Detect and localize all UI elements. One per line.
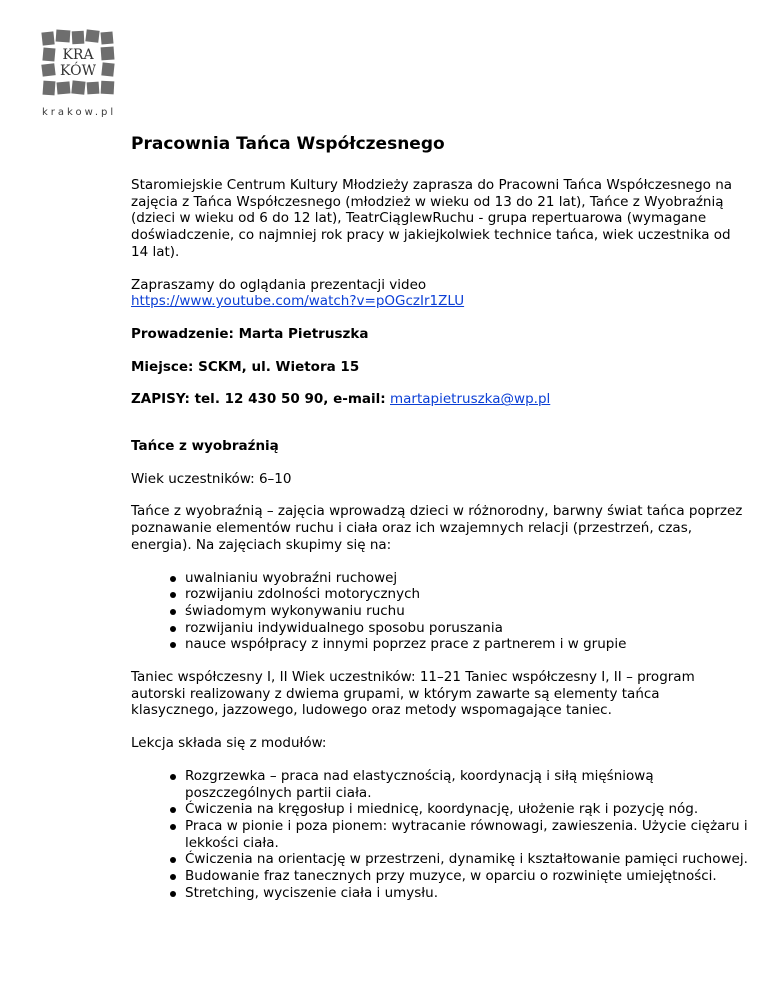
video-link[interactable]: https://www.youtube.com/watch?v=pOGczIr1ZLU [131,293,465,310]
logo-url: krakow.pl [42,107,117,118]
list-item: Ćwiczenia na orientację w przestrzeni, dynamikę i kształtowanie pamięci ruchowej. [185,851,751,868]
list-item: Budowanie fraz tanecznych przy muzyce, w oparciu o rozwinięte umiejętności. [185,868,751,885]
svg-text:KÓW: KÓW [60,63,96,79]
document-body [131,133,751,918]
section1-age: Wiek uczestników: 6–10 [131,470,292,487]
svg-text:KRA: KRA [62,47,94,63]
list-item: Ćwiczenia na kręgosłup i miednicę, koordynację, ułożenie rąk i pozycję nóg. [185,801,751,818]
video-text: Zapraszamy do oglądania prezentacji video [131,276,427,293]
signup-label: ZAPISY: tel. 12 430 50 90, e-mail: [131,391,386,408]
intro-paragraph: Staromiejskie Centrum Kultury Młodzieży zaprasza do Pracowni Tańca Współczesnego na zajęcia z Tańca Współczesnego (młodzież w wieku od 13 do 21 lat), Tańce z Wyobraźnią (dzieci w wieku od 6 do 12 lat), TeatrCiąglewRuchu - grupa repertuarowa (wymagane doświadczenie, co najmniej rok pracy w jakiejkolwiek technice tańca, wiek uczestnika od 14 lat). [131,177,733,260]
section1-heading: Tańce z wyobraźnią [131,438,279,455]
list-item: nauce współpracy z innymi poprzez prace z partnerem i w grupie [185,636,751,653]
list-item: świadomym wykonywaniu ruchu [185,603,751,620]
signup-email-link[interactable]: martapietruszka@wp.pl [390,391,551,408]
instructor-line: Prowadzenie: Marta Pietruszka [131,325,369,342]
lesson-intro: Lekcja składa się z modułów: [131,735,327,752]
section2-list [131,768,751,902]
video-paragraph [131,277,751,310]
list-item: rozwijaniu indywidualnego sposobu poruszania [185,620,751,637]
place-line: Miejsce: SCKM, ul. Wietora 15 [131,358,360,375]
list-item: Praca w pionie i poza pionem: wytracanie równowagi, zawieszenia. Użycie ciężaru i lekkości ciała. [185,818,751,851]
section1-list [131,570,751,654]
page-title: Pracownia Tańca Współczesnego [131,134,445,154]
list-item: rozwijaniu zdolności motorycznych [185,586,751,603]
list-item: Rozgrzewka – praca nad elastycznością, koordynacją i siłą mięśniową poszczególnych partii ciała. [185,768,751,801]
list-item: uwalnianiu wyobraźni ruchowej [185,570,751,587]
list-item: Stretching, wyciszenie ciała i umysłu. [185,885,751,902]
section1-description: Tańce z wyobraźnią – zajęcia wprowadzą dzieci w różnorodny, barwny świat tańca poprzez poznawanie elementów ruchu i ciała oraz ich wzajemnych relacji (przestrzeń, czas, energia). Na zajęciach skupimy się na: [131,503,743,553]
signup-line [131,391,751,408]
section2-description: Taniec współczesny I, II Wiek uczestników: 11–21 Taniec współczesny I, II – program autorski realizowany z dwiema grupami, w którym zawarte są elementy tańca klasycznego, jazzowego, ludowego oraz metody wspomagające taniec. [131,669,695,719]
